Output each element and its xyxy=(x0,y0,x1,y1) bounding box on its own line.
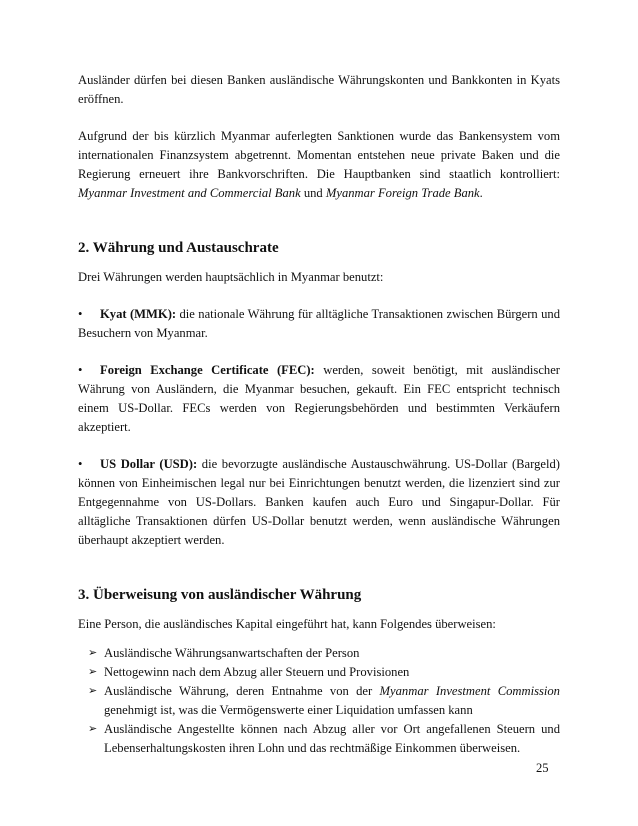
bank-name-micb: Myanmar Investment and Commercial Bank xyxy=(78,186,301,200)
currency-intro: Drei Währungen werden hauptsächlich in Myanmar benutzt: xyxy=(78,270,384,284)
arrow-bullet-icon: ➢ xyxy=(88,685,98,697)
commission-name: Myanmar Investment Commission xyxy=(379,684,560,698)
arrow-bullet-icon: ➢ xyxy=(88,647,98,659)
currency-term: Kyat (MMK): xyxy=(100,307,177,321)
section-heading-currency: 2. Währung und Austauschrate xyxy=(78,240,279,256)
arrow-bullet-icon: ➢ xyxy=(88,666,98,678)
transfer-intro: Eine Person, die ausländisches Kapital eingeführt hat, kann Folgendes überweisen: xyxy=(78,617,496,631)
list-item-text: Ausländische Angestellte können nach Abzug aller vor Ort angefallenen Steuern und Lebenserhaltungskosten ihren Lohn und das rechtmäßige Einkommen überweisen. xyxy=(104,722,560,755)
banking-system-text: Aufgrund der bis kürzlich Myanmar auferlegten Sanktionen wurde das Bankensystem vom internationalen Finanzsystem abgetrennt. Momentan entstehen neue private Baken und die Regierung erneuert ihre Bankvorschriften. Die Hauptbanken sind staatlich kontrolliert: xyxy=(78,129,560,181)
list-item-text-pre: Ausländische Währung, deren Entnahme von der xyxy=(104,684,380,698)
transfer-list xyxy=(78,644,560,758)
page-body xyxy=(78,71,560,758)
period: . xyxy=(479,186,483,200)
currency-term: Foreign Exchange Certificate (FEC): xyxy=(100,363,315,377)
list-item-text: Ausländische Währungsanwartschaften der Person xyxy=(104,646,360,660)
currency-description: die bevorzugte ausländische Austauschwährung. US-Dollar (Bargeld) können von Einheimischen legal nur bei Einrichtungen benutzt werden, die lizenziert sind zur Entgegennahme von US-Dollars. Banken kaufen auch Euro und Singapur-Dollar. Für alltägliche Transaktionen dürfen US-Dollar benutzt werden, wenn ausländische Währungen überhaupt akzeptiert werden. xyxy=(78,457,560,547)
list-item xyxy=(88,663,560,682)
currency-description: werden, soweit benötigt, mit ausländischer Währung von Ausländern, die Myanmar besuchen, gekauft. Ein FEC entspricht technisch einem US-Dollar. FECs werden von Regierungsbehörden und bestimmten Verkäufern akzeptiert. xyxy=(78,363,561,434)
list-item xyxy=(88,644,560,663)
bullet-icon: • xyxy=(78,363,83,377)
section-heading-transfer: 3. Überweisung von ausländischer Währung xyxy=(78,587,362,603)
conjunction: und xyxy=(300,186,326,200)
currency-item-kyat xyxy=(78,305,560,343)
currency-item-fec xyxy=(78,361,560,437)
page-number: 25 xyxy=(536,761,549,775)
paragraph-banking-system xyxy=(78,127,560,203)
list-item-text-post: genehmigt ist, was die Vermögenswerte einer Liquidation umfassen kann xyxy=(104,703,473,717)
paragraph-foreign-accounts: Ausländer dürfen bei diesen Banken ausländische Währungskonten und Bankkonten in Kyats eröffnen. xyxy=(78,73,560,106)
bullet-icon: • xyxy=(78,457,83,471)
currency-term: US Dollar (USD): xyxy=(100,457,198,471)
currency-item-usd xyxy=(78,455,560,550)
list-item xyxy=(88,682,560,720)
currency-description: die nationale Währung für alltägliche Transaktionen zwischen Bürgern und Besuchern von Myanmar. xyxy=(78,307,561,340)
arrow-bullet-icon: ➢ xyxy=(88,723,98,735)
list-item xyxy=(88,720,560,758)
bank-name-mftb: Myanmar Foreign Trade Bank xyxy=(325,186,480,200)
bullet-icon: • xyxy=(78,307,83,321)
list-item-text: Nettogewinn nach dem Abzug aller Steuern und Provisionen xyxy=(104,665,410,679)
